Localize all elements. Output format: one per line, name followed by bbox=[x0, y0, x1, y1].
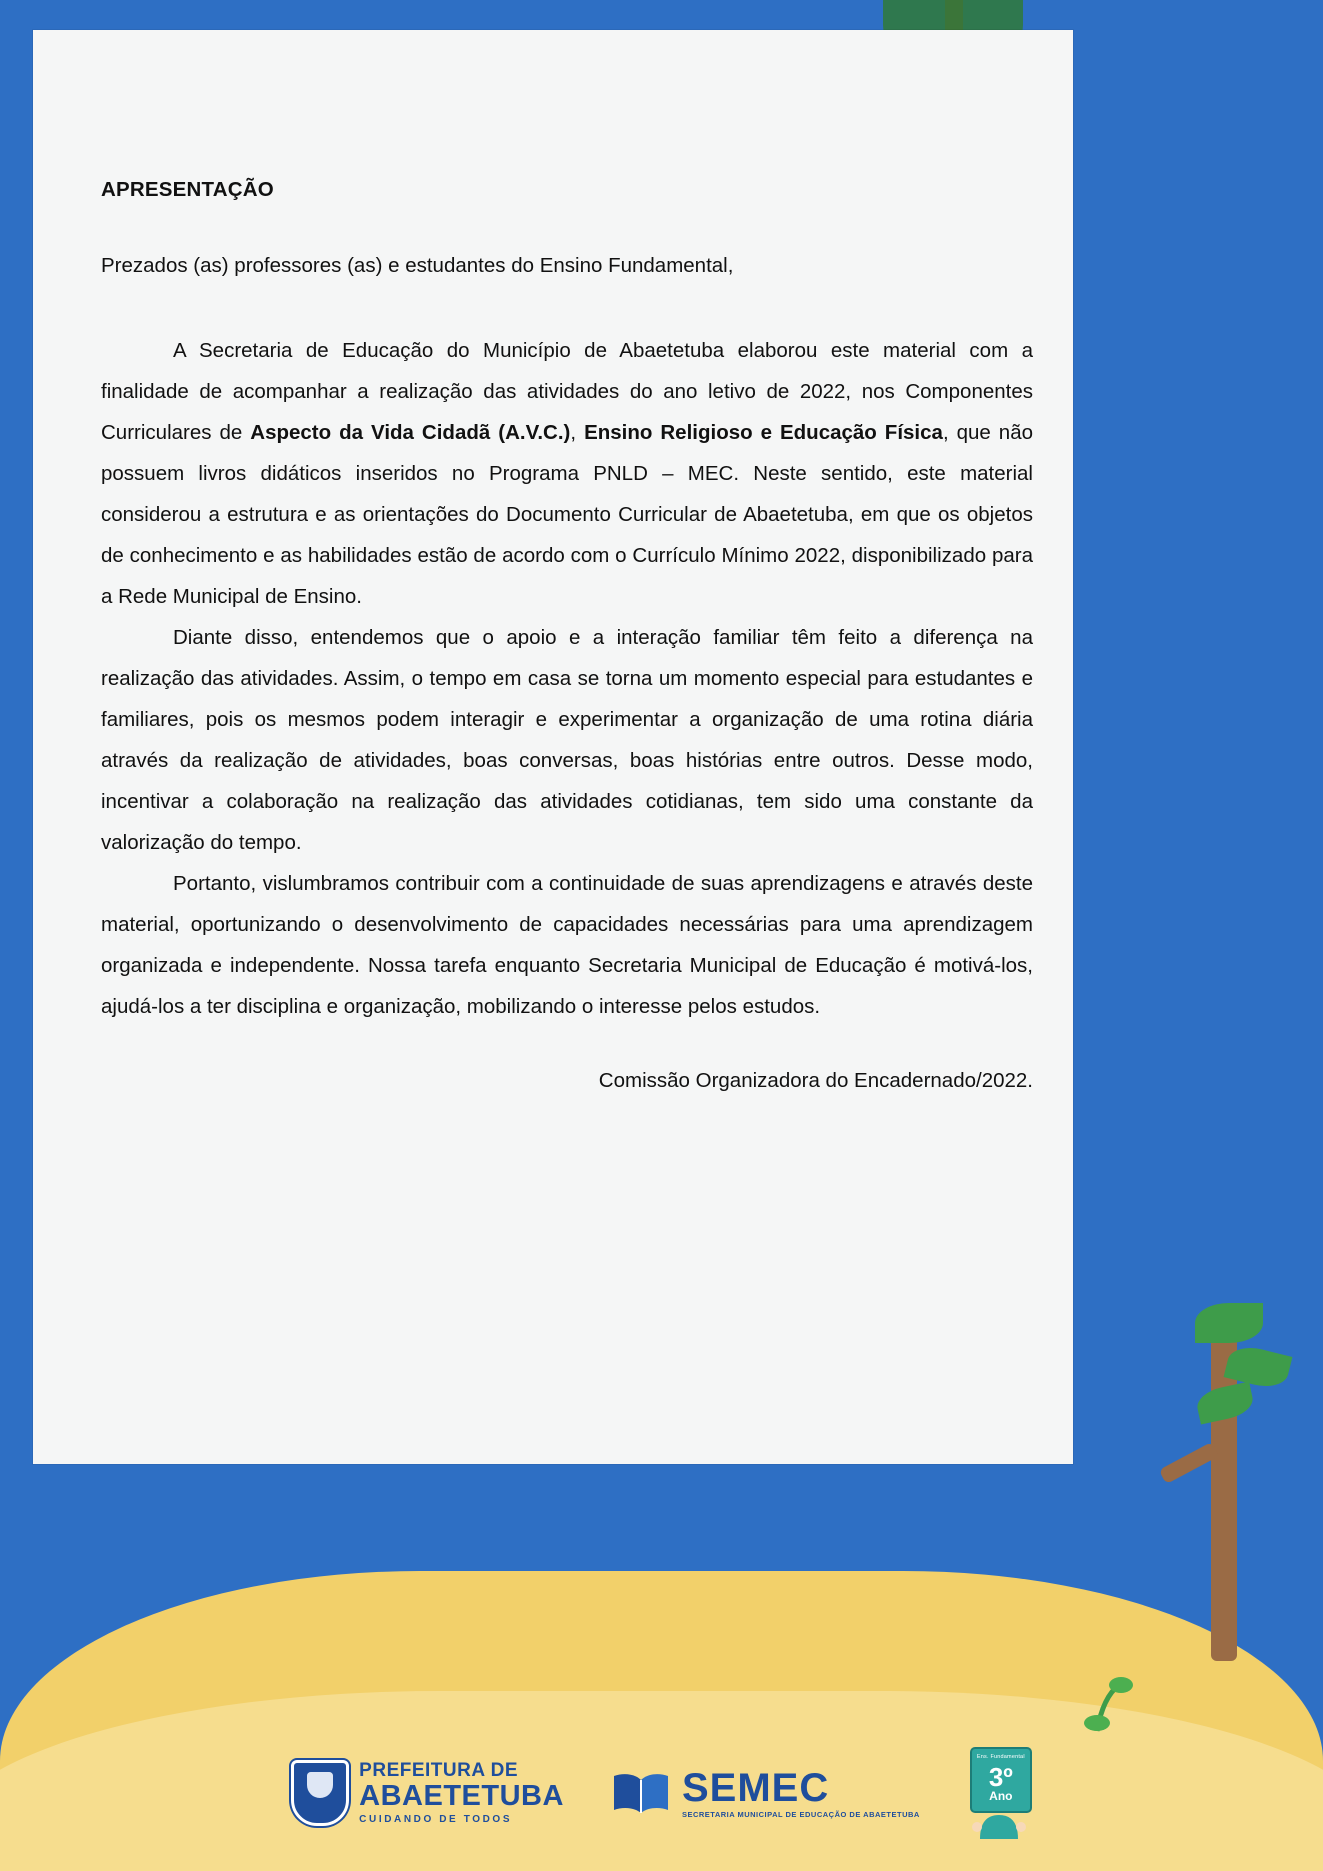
footer-logo-bar bbox=[33, 1733, 1290, 1853]
signature-text: Comissão Organizadora do Encadernado/2022. bbox=[598, 1069, 1033, 1092]
prefeitura-logo bbox=[291, 1760, 564, 1826]
semec-logo bbox=[610, 1765, 920, 1819]
paragraph bbox=[101, 863, 1033, 1027]
semec-subtitle: SECRETARIA MUNICIPAL DE EDUCAÇÃO DE ABAETETUBA bbox=[681, 1809, 920, 1819]
document-page bbox=[33, 30, 1073, 1464]
open-book-icon bbox=[610, 1770, 672, 1816]
paragraph bbox=[101, 617, 1033, 863]
body-paragraphs bbox=[101, 330, 1033, 1027]
prefeitura-logo-text bbox=[359, 1761, 564, 1825]
page-title: APRESENTAÇÃO bbox=[101, 178, 274, 201]
run-text: A Secretaria de Educação do Município de Abaetetuba elaborou este material com a finalidade de acompanhar a realização das atividades do ano letivo de 2022, nos Componentes Curriculares de bbox=[101, 339, 1033, 444]
coat-of-arms-icon bbox=[291, 1760, 349, 1826]
salutation-text: Prezados (as) professores (as) e estudantes do Ensino Fundamental, bbox=[101, 254, 734, 277]
background-plant-icon bbox=[1077, 1611, 1173, 1739]
grade-badge-card bbox=[970, 1747, 1032, 1813]
prefeitura-line2: ABAETETUBA bbox=[359, 1780, 564, 1812]
semec-acronym: SEMEC bbox=[681, 1765, 830, 1810]
background-leaf-icon bbox=[1195, 1303, 1263, 1343]
semec-logo-text bbox=[681, 1765, 920, 1819]
prefeitura-line1: PREFEITURA DE bbox=[359, 1760, 519, 1781]
grade-badge bbox=[966, 1745, 1032, 1841]
background-leaf-icon bbox=[1194, 1382, 1255, 1425]
badge-grade-number: 3º bbox=[988, 1762, 1013, 1792]
emphasis-text: Aspecto da Vida Cidadã (A.V.C.) bbox=[250, 421, 571, 444]
run-text: , que não possuem livros didáticos inseridos no Programa PNLD – MEC. Neste sentido, este material considerou a estrutura e as orientações do Documento Curricular de Abaetetuba, em que os objetos de conhecimento e as habilidades estão de acordo com o Currículo Mínimo 2022, disponibilizado para a Rede Municipal de Ensino. bbox=[101, 421, 1033, 608]
paragraph bbox=[101, 330, 1033, 617]
document-content bbox=[101, 178, 1033, 1093]
run-text: Diante disso, entendemos que o apoio e a interação familiar têm feito a diferença na realização das atividades. Assim, o tempo em casa se torna um momento especial para estudantes e familiares, pois os mesmos podem interagir e experimentar a organização de uma rotina diária através da realização de atividades, boas conversas, boas histórias entre outros. Desse modo, incentivar a colaboração na realização das atividades cotidianas, tem sido uma constante da valorização do tempo. bbox=[101, 626, 1033, 854]
emphasis-text: Ensino Religioso e Educação Física bbox=[584, 421, 943, 444]
run-text: , bbox=[570, 421, 585, 444]
prefeitura-line3: CUIDANDO DE TODOS bbox=[359, 1814, 513, 1825]
run-text: Portanto, vislumbramos contribuir com a continuidade de suas aprendizagens e através deste material, oportunizando o desenvolvimento de capacidades necessárias para uma aprendizagem organizada e independente. Nossa tarefa enquanto Secretaria Municipal de Educação é motivá-los, ajudá-los a ter disciplina e organização, mobilizando o interesse pelos estudos. bbox=[101, 872, 1033, 1018]
badge-grade-word: Ano bbox=[989, 1789, 1013, 1803]
badge-top-label: Ens. Fundamental bbox=[976, 1754, 1025, 1760]
